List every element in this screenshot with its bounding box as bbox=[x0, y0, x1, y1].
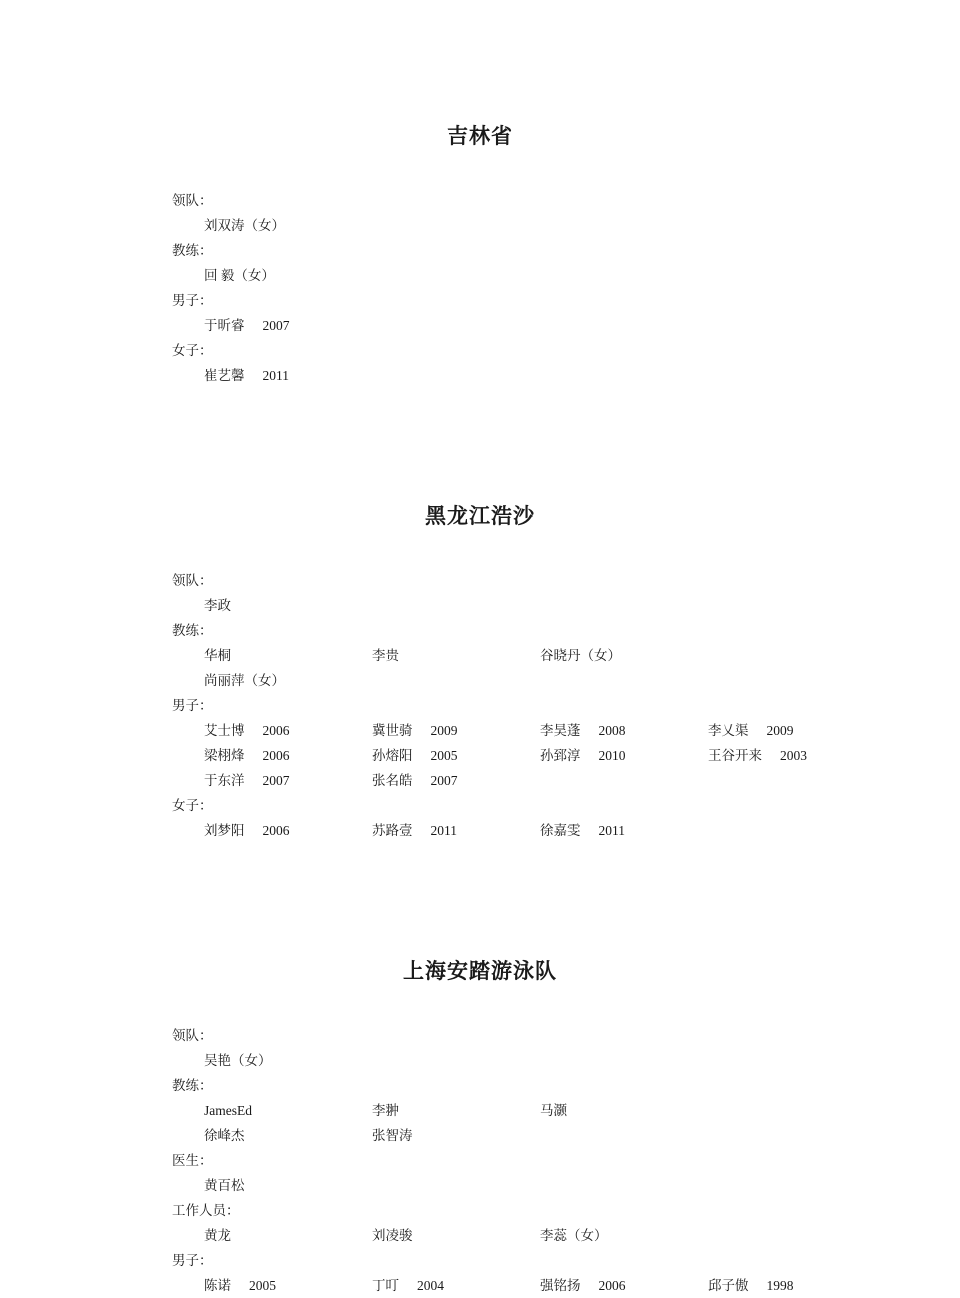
person-cell bbox=[204, 1173, 372, 1198]
person-year: 2005 bbox=[430, 748, 458, 763]
person-cell bbox=[372, 743, 540, 768]
person-name: 梁栩烽 bbox=[204, 748, 245, 763]
roster-row bbox=[172, 1123, 860, 1148]
roster-row bbox=[172, 718, 860, 743]
roster-row bbox=[172, 818, 860, 843]
role-label: 男子： bbox=[172, 1253, 213, 1268]
person-cell bbox=[372, 1123, 540, 1148]
section-spacer bbox=[100, 398, 860, 450]
person-year: 2005 bbox=[249, 1278, 276, 1293]
person-year: 2007 bbox=[262, 318, 290, 333]
person-name: 陈诺 bbox=[204, 1278, 231, 1293]
person-name: 苏路壹 bbox=[372, 823, 413, 838]
person-year: 2004 bbox=[417, 1278, 444, 1293]
person-name: 张智涛 bbox=[372, 1128, 413, 1143]
person-name: 李翀 bbox=[372, 1103, 399, 1118]
person-cell bbox=[372, 643, 540, 668]
role-label: 领队： bbox=[172, 573, 213, 588]
roster-row bbox=[172, 363, 860, 388]
person-name: 马灏 bbox=[540, 1103, 567, 1118]
person-name: 黄龙 bbox=[204, 1228, 231, 1243]
person-year: 1998 bbox=[766, 1278, 794, 1293]
section-title: 黑龙江浩沙 bbox=[425, 504, 535, 528]
person-cell bbox=[540, 818, 708, 843]
roster-row bbox=[172, 1098, 860, 1123]
team-section bbox=[100, 500, 860, 843]
person-cell bbox=[204, 818, 372, 843]
person-cell bbox=[372, 1223, 540, 1248]
person-year: 2011 bbox=[262, 368, 289, 383]
roster-row bbox=[172, 1273, 860, 1298]
role-label: 女子： bbox=[172, 343, 213, 358]
person-cell bbox=[540, 718, 708, 743]
roster-block bbox=[172, 1023, 860, 1298]
person-year: 2011 bbox=[430, 823, 457, 838]
roster-row bbox=[172, 593, 860, 618]
person-cell bbox=[204, 313, 372, 338]
person-name: 崔艺馨 bbox=[204, 368, 245, 383]
role-label: 男子： bbox=[172, 698, 213, 713]
person-name: 谷晓丹（女） bbox=[540, 648, 621, 663]
team-section bbox=[100, 955, 860, 1298]
person-year: 2010 bbox=[598, 748, 626, 763]
person-cell bbox=[540, 643, 708, 668]
person-cell bbox=[372, 1273, 540, 1298]
person-cell bbox=[204, 593, 372, 618]
person-cell bbox=[708, 718, 908, 743]
person-name: 孙郅淳 bbox=[540, 748, 581, 763]
person-name: 邱子傲 bbox=[708, 1278, 749, 1293]
person-cell bbox=[204, 668, 372, 693]
role-label: 工作人员： bbox=[172, 1203, 240, 1218]
person-name: 黄百松 bbox=[204, 1178, 245, 1193]
person-name: 孙熔阳 bbox=[372, 748, 413, 763]
roster-row bbox=[172, 213, 860, 238]
person-name: 李昊蓬 bbox=[540, 723, 581, 738]
person-name: 回 毅（女） bbox=[204, 268, 275, 283]
person-cell bbox=[204, 768, 372, 793]
person-name: 李蕊（女） bbox=[540, 1228, 608, 1243]
person-cell bbox=[708, 743, 908, 768]
person-name: 艾士博 bbox=[204, 723, 245, 738]
person-name: 李乂渠 bbox=[708, 723, 749, 738]
person-cell bbox=[708, 1273, 908, 1298]
person-name: 李贵 bbox=[372, 648, 399, 663]
person-name: 李政 bbox=[204, 598, 231, 613]
role-label: 女子： bbox=[172, 798, 213, 813]
person-cell bbox=[372, 768, 540, 793]
person-name: 徐峰杰 bbox=[204, 1128, 245, 1143]
role-label: 男子： bbox=[172, 293, 213, 308]
role-label: 教练： bbox=[172, 243, 213, 258]
person-name: JamesEd bbox=[204, 1103, 252, 1118]
person-cell bbox=[372, 818, 540, 843]
person-cell bbox=[540, 1098, 708, 1123]
person-name: 刘双涛（女） bbox=[204, 218, 285, 233]
section-title: 吉林省 bbox=[447, 124, 513, 148]
roster-row bbox=[172, 1223, 860, 1248]
person-cell bbox=[204, 1123, 372, 1148]
person-name: 于东洋 bbox=[204, 773, 245, 788]
person-name: 张名皓 bbox=[372, 773, 413, 788]
role-label: 领队： bbox=[172, 1028, 213, 1043]
person-cell bbox=[372, 718, 540, 743]
section-spacer bbox=[100, 853, 860, 905]
person-cell bbox=[204, 213, 372, 238]
person-cell bbox=[540, 743, 708, 768]
roster-row bbox=[172, 313, 860, 338]
roster-row bbox=[172, 643, 860, 668]
person-name: 徐嘉雯 bbox=[540, 823, 581, 838]
section-title: 上海安踏游泳队 bbox=[403, 959, 557, 983]
person-cell bbox=[204, 363, 372, 388]
person-cell bbox=[204, 1273, 372, 1298]
person-year: 2008 bbox=[598, 723, 626, 738]
roster-row bbox=[172, 668, 860, 693]
person-name: 刘梦阳 bbox=[204, 823, 245, 838]
roster-block bbox=[172, 568, 860, 843]
person-year: 2006 bbox=[262, 723, 290, 738]
person-name: 吴艳（女） bbox=[204, 1053, 272, 1068]
roster-block bbox=[172, 188, 860, 388]
person-cell bbox=[204, 1048, 372, 1073]
person-year: 2006 bbox=[598, 1278, 626, 1293]
role-label: 教练： bbox=[172, 1078, 213, 1093]
person-year: 2006 bbox=[262, 823, 290, 838]
person-year: 2003 bbox=[780, 748, 807, 763]
team-section bbox=[100, 120, 860, 388]
role-label: 教练： bbox=[172, 623, 213, 638]
person-name: 王谷开来 bbox=[708, 748, 762, 763]
roster-row bbox=[172, 743, 860, 768]
person-year: 2007 bbox=[430, 773, 458, 788]
person-name: 丁叮 bbox=[372, 1278, 399, 1293]
roster-row bbox=[172, 1173, 860, 1198]
person-name: 于昕睿 bbox=[204, 318, 245, 333]
role-label: 医生： bbox=[172, 1153, 213, 1168]
person-year: 2009 bbox=[766, 723, 794, 738]
person-cell bbox=[204, 718, 372, 743]
roster-row bbox=[172, 768, 860, 793]
person-year: 2011 bbox=[598, 823, 625, 838]
person-year: 2009 bbox=[430, 723, 458, 738]
role-label: 领队： bbox=[172, 193, 213, 208]
person-name: 尚丽萍（女） bbox=[204, 673, 285, 688]
person-cell bbox=[204, 263, 372, 288]
person-cell bbox=[540, 1223, 708, 1248]
person-cell bbox=[204, 743, 372, 768]
person-year: 2007 bbox=[262, 773, 290, 788]
person-name: 华桐 bbox=[204, 648, 231, 663]
person-year: 2006 bbox=[262, 748, 290, 763]
person-name: 强铭扬 bbox=[540, 1278, 581, 1293]
person-name: 冀世骑 bbox=[372, 723, 413, 738]
person-cell bbox=[204, 1223, 372, 1248]
roster-row bbox=[172, 1048, 860, 1073]
person-cell bbox=[540, 1273, 708, 1298]
person-cell bbox=[372, 1098, 540, 1123]
person-name: 刘凌骏 bbox=[372, 1228, 413, 1243]
roster-row bbox=[172, 263, 860, 288]
person-cell bbox=[204, 643, 372, 668]
person-cell bbox=[204, 1098, 372, 1123]
